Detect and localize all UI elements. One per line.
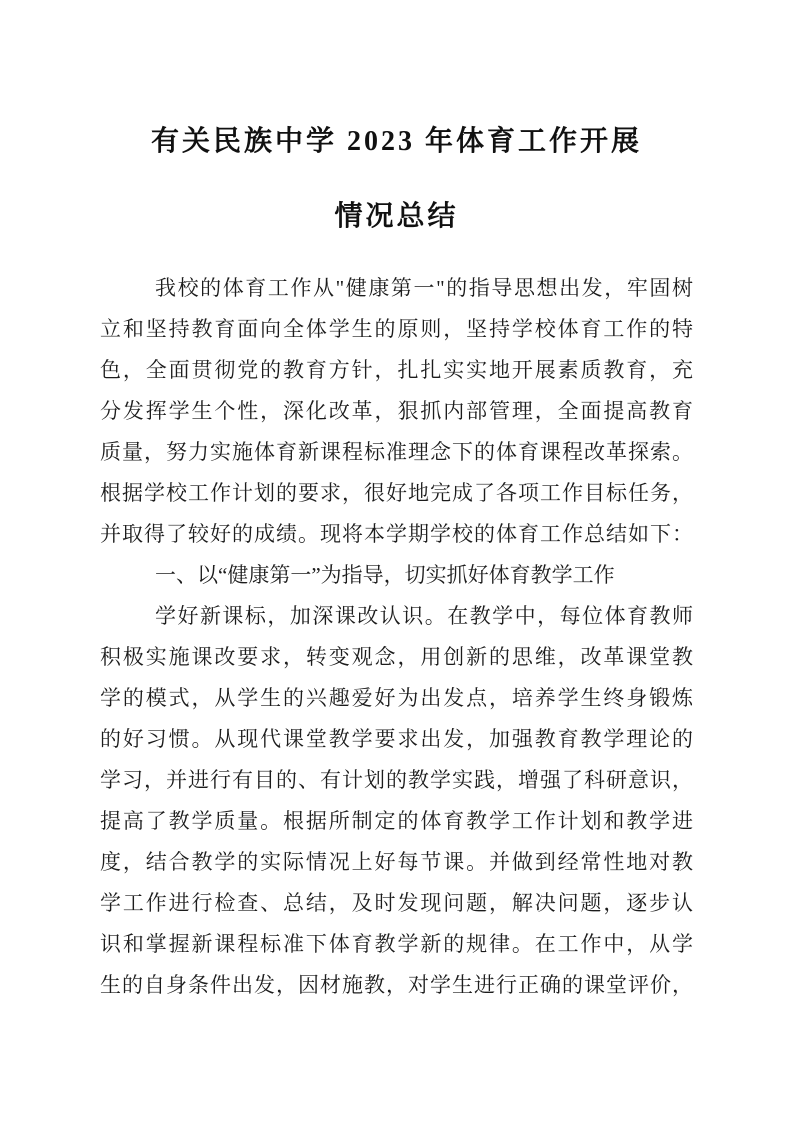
text-line: 生的自身条件出发，因材施教，对学生进行正确的课堂评价，: [100, 973, 693, 997]
text-line: 提高了教学质量。根据所制定的体育教学工作计划和教学进: [100, 809, 693, 833]
text-line: 学工作进行检查、总结，及时发现问题，解决问题，逐步认: [100, 891, 693, 915]
text-line: 学好新课标，加深课改认识。在教学中，每位体育教师: [155, 604, 693, 628]
document-body: [100, 268, 693, 1006]
text-line: 立和坚持教育面向全体学生的原则，坚持学校体育工作的特: [100, 317, 693, 341]
paragraph-section-heading: [100, 555, 693, 596]
text-line: 度，结合教学的实际情况上好每节课。并做到经常性地对教: [100, 850, 693, 874]
document-title: [100, 104, 693, 254]
text-line: 根据学校工作计划的要求，很好地完成了各项工作目标任务，: [100, 481, 693, 505]
paragraph-teaching-work: [100, 596, 693, 1006]
paragraph-intro: [100, 268, 693, 555]
title-line-2: 情况总结: [334, 201, 459, 232]
section-heading-line: 一、以“健康第一”为指导，切实抓好体育教学工作: [155, 563, 615, 587]
text-line: 学的模式，从学生的兴趣爱好为出发点，培养学生终身锻炼: [100, 686, 693, 710]
text-line: 质量，努力实施体育新课程标准理念下的体育课程改革探索。: [100, 440, 693, 464]
text-line: 并取得了较好的成绩。现将本学期学校的体育工作总结如下：: [100, 522, 693, 546]
text-line: 我校的体育工作从"健康第一"的指导思想出发，牢固树: [155, 276, 693, 300]
text-line: 分发挥学生个性，深化改革，狠抓内部管理，全面提高教育: [100, 399, 693, 423]
title-line-1: 有关民族中学 2023 年体育工作开展: [150, 126, 642, 157]
text-line: 识和掌握新课程标准下体育教学新的规律。在工作中，从学: [100, 932, 693, 956]
text-line: 色，全面贯彻党的教育方针，扎扎实实地开展素质教育，充: [100, 358, 693, 382]
text-line: 的好习惯。从现代课堂教学要求出发，加强教育教学理论的: [100, 727, 693, 751]
text-line: 学习，并进行有目的、有计划的教学实践，增强了科研意识，: [100, 768, 693, 792]
text-line: 积极实施课改要求，转变观念，用创新的思维，改革课堂教: [100, 645, 693, 669]
